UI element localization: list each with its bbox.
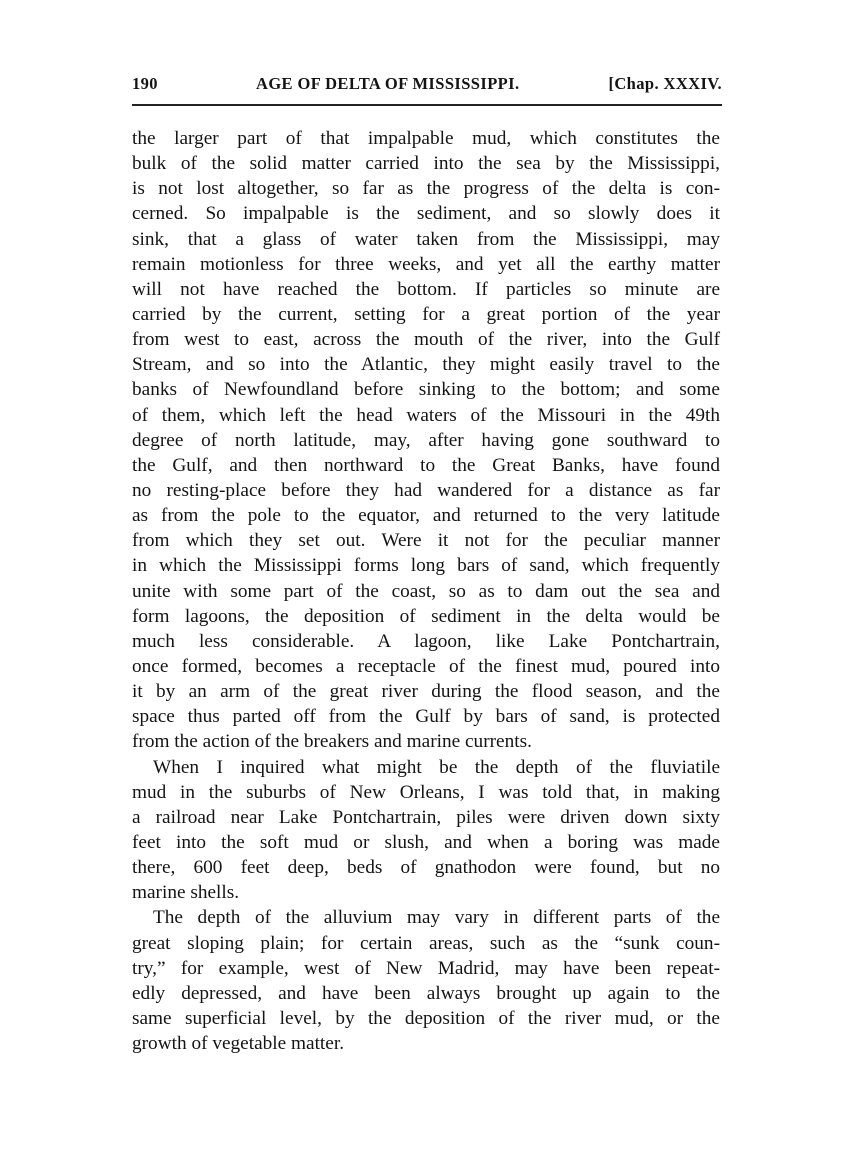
text-line: from west to east, across the mouth of the river, into the Gulf xyxy=(132,329,720,351)
text-line: once formed, becomes a receptacle of the finest mud, poured into xyxy=(132,655,720,677)
text-line: carried by the current, setting for a great portion of the year xyxy=(132,303,720,325)
text-line: much less considerable. A lagoon, like Lake Pontchartrain, xyxy=(132,630,720,652)
text-line: mud in the suburbs of New Orleans, I was told that, in making xyxy=(132,781,720,803)
text-line: the larger part of that impalpable mud, which constitutes the xyxy=(132,128,720,149)
text-line: the Gulf, and then northward to the Great Banks, have found xyxy=(132,454,720,476)
text-line: great sloping plain; for certain areas, such as the “sunk coun- xyxy=(132,932,720,954)
body-text xyxy=(132,126,720,1056)
running-head xyxy=(132,74,722,100)
text-line: growth of vegetable matter. xyxy=(132,1033,345,1055)
paragraph xyxy=(132,126,720,755)
header-rule xyxy=(132,104,722,106)
text-line: there, 600 feet deep, beds of gnathodon were found, but no xyxy=(132,857,720,879)
text-line: edly depressed, and have been always brought up again to the xyxy=(132,982,720,1004)
text-line: sink, that a glass of water taken from the Mississippi, may xyxy=(132,228,720,250)
text-line: feet into the soft mud or slush, and when a boring was made xyxy=(132,831,720,853)
text-line: space thus parted off from the Gulf by bars of sand, is protected xyxy=(132,706,720,728)
text-line: Stream, and so into the Atlantic, they might easily travel to the xyxy=(132,354,720,376)
page-number: 190 xyxy=(132,74,158,93)
text-line: same superficial level, by the deposition of the river mud, or the xyxy=(132,1007,720,1029)
text-line: it by an arm of the great river during the flood season, and the xyxy=(132,681,720,703)
text-line: try,” for example, west of New Madrid, may have been repeat- xyxy=(132,957,720,979)
paragraph xyxy=(132,905,720,1056)
text-line: in which the Mississippi forms long bars of sand, which frequently xyxy=(132,555,720,577)
text-line: from which they set out. Were it not for the peculiar manner xyxy=(132,530,720,552)
paragraph xyxy=(132,755,720,906)
text-line: will not have reached the bottom. If particles so minute are xyxy=(132,278,720,300)
text-line: no resting-place before they had wandered for a distance as far xyxy=(132,479,720,501)
text-line: When I inquired what might be the depth of the fluviatile xyxy=(153,756,720,778)
text-line: marine shells. xyxy=(132,882,240,904)
text-line: degree of north latitude, may, after having gone southward to xyxy=(132,429,720,451)
text-line: as from the pole to the equator, and returned to the very latitude xyxy=(132,505,720,527)
running-title: AGE OF DELTA OF MISSISSIPPI. xyxy=(256,74,520,93)
text-line: of them, which left the head waters of the Missouri in the 49th xyxy=(132,404,720,426)
text-line: form lagoons, the deposition of sediment in the delta would be xyxy=(132,605,720,627)
text-line: The depth of the alluvium may vary in different parts of the xyxy=(153,907,720,929)
text-line: unite with some part of the coast, so as to dam out the sea and xyxy=(132,580,720,602)
text-line: from the action of the breakers and marine currents. xyxy=(132,731,532,753)
text-line: is not lost altogether, so far as the progress of the delta is con- xyxy=(132,178,720,200)
text-line: banks of Newfoundland before sinking to the bottom; and some xyxy=(132,379,720,401)
chapter-label: [Chap. XXXIV. xyxy=(608,74,722,93)
text-line: cerned. So impalpable is the sediment, and so slowly does it xyxy=(132,203,720,225)
text-line: remain motionless for three weeks, and yet all the earthy matter xyxy=(132,253,720,275)
text-line: bulk of the solid matter carried into the sea by the Mississippi, xyxy=(132,153,720,175)
text-line: a railroad near Lake Pontchartrain, piles were driven down sixty xyxy=(132,806,720,828)
